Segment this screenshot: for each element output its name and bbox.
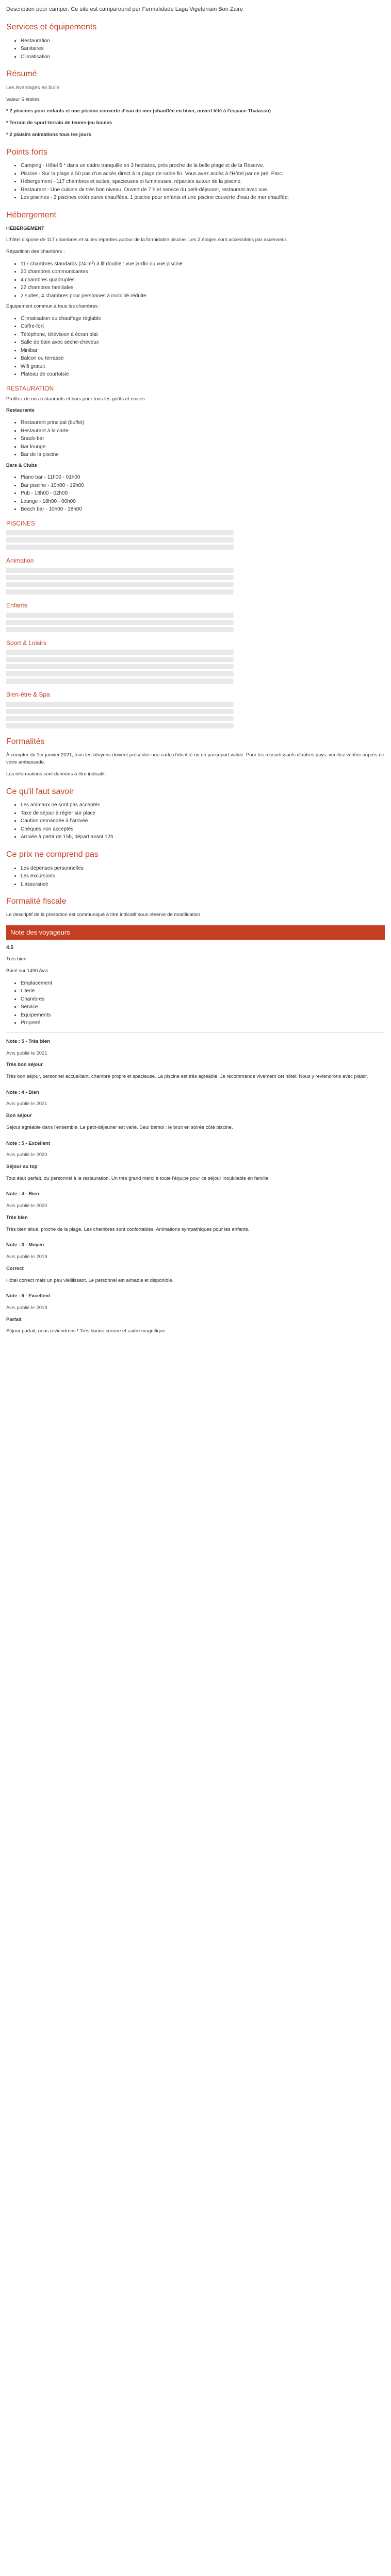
list-item: • Beach bar - 10h00 - 18h00 [21,505,385,514]
animation-text [6,568,385,595]
list-item: • Pub - 18h00 - 02h00 [21,489,385,498]
list-item: • Bar lounge [21,443,385,451]
list-item: • Restaurant - Une cuisine de très bon niveau. Ouvert de 7 h et service du petit-déjeuner, restaurant avec vue. [21,186,385,194]
bien-etre-title: Bien-être & Spa [6,691,50,699]
list-item: • Wifi gratuit [21,363,385,371]
list-item: • Lounge - 18h00 - 00h00 [21,498,385,506]
list-item: • Literie [21,987,385,995]
review-date: Avis publié le 2020 [6,1152,47,1158]
list-item: • Chambres [21,995,385,1004]
intro-text: Description pour camper. Ce site est camparound per Fermalidade Laga Vigeterrain Bon Zaire [6,6,243,12]
review-date: Avis publié le 2019 [6,1304,47,1311]
restauration-desc: Profitez de nos restaurants et bars pour tous les goûts et envies. [6,396,146,402]
list-item: • Les dépenses personnelles [21,865,385,873]
review [6,1242,385,1284]
animation-title: Animation [6,557,34,565]
review [6,1089,385,1132]
points-list [6,162,385,202]
cond-text: Le descriptif de la prestation est communiqué à titre indicatif sous réserve de modification. [6,912,202,918]
list-item: • Caution demandée à l'arrivée [21,817,385,825]
list-item: • Taxe de séjour à régler sur place [21,809,385,818]
enfants-title: Enfants [6,601,27,609]
formalites-text: À compter du 1er janvier 2021, tous les citoyens doivent présenter une carte d'identité ou un passeport valide. Pour les ressortissants d'autres pays, veuillez vérifier auprès de votre ambassade. [6,752,384,766]
rooms-list [6,260,385,300]
review-meta: Note : 3 - Moyen [6,1242,44,1248]
review-date: Avis publié le 2019 [6,1254,47,1260]
list-item: • 20 chambres communicantes [21,268,385,276]
equip-title: Équipement commun à tous les chambres : [6,303,101,310]
review-title: Parfait [6,1316,22,1323]
review-title: Très bon séjour [6,1062,43,1068]
review-meta: Note : 5 - Excellent [6,1293,50,1299]
review [6,1140,385,1183]
list-item: • Propreté [21,1019,385,1027]
list-item: • L'assurance [21,880,385,889]
hebergement-title: Hébergement [6,210,56,219]
list-item: • Restaurant à la carte [21,427,385,435]
notes-score: 4.5 [6,944,13,951]
list-item: • Téléphone, télévision à écran plat [21,331,385,339]
review-text: Tout était parfait, du personnel à la restauration. Un très grand merci à toute l'équipe pour ce séjour inoubliable en famille. [6,1175,270,1181]
list-item: • Hébergement - 117 chambres et suites, spacieuses et lumineuses, réparties autour de la piscine. [21,178,385,186]
restauration-sub: Restaurants [6,408,35,414]
hebergement-sub: Répartition des chambres : [6,249,65,255]
review-text: Séjour parfait, nous reviendrons ! Très bonne cuisine et cadre magnifique. [6,1328,167,1334]
list-item: • Minibar [21,347,385,355]
list-item: • Les piscines - 2 piscines extérieures chauffées, 1 piscine pour enfants et une piscine couverte d'eau de mer chauffée. [21,194,385,202]
list-item: • Arrivée à partir de 15h, départ avant 12h [21,833,385,841]
list-item: • Les animaux ne sont pas acceptés [21,801,385,809]
list-item: • Équipements [21,1011,385,1020]
restauration-title: RESTAURATION [6,384,54,392]
list-item: • Restaurant principal (buffet) [21,419,385,427]
list-item: • Camping - Hôtel 5 * dans un cadre tranquille en 3 hectares, près proche de la belle plage et de la Réserve. [21,162,385,170]
sport-title: Sport & Loisirs [6,639,47,647]
resume-line: * Terrain de sport-terrain de tennis-jeu boules [6,120,112,126]
criteria-list [6,979,385,1027]
list-item: • Piano bar - 11h00 - 01h00 [21,473,385,482]
list-item: • Piscine - Sur la plage à 50 pas d'un accès direct à la plage de sable fin. Vous avez accès à l'Hôtel par ce pré. Parc. [21,170,385,178]
hebergement-desc: L'hôtel dispose de 117 chambres et suites réparties autour de la formidable piscine. Les 2 étages sont accessibles par ascenseur. [6,237,288,243]
notes-bar: Note des voyageurs [6,925,385,940]
services-title: Services et équipements [6,23,97,32]
review-meta: Note : 4 - Bien [6,1191,39,1197]
formalites-text2: Les informations sont données à titre indicatif. [6,771,106,777]
resume-sub: Les Avantages en bulle [6,85,60,91]
list-item: • 22 chambres familiales [21,284,385,292]
review [6,1191,385,1233]
review-text: Séjour agréable dans l'ensemble. Le petit-déjeuner est varié. Seul bémol : le bruit en soirée côté piscine. [6,1124,233,1130]
list-item: • Les excursions [21,872,385,880]
resume-label: Valeur 5 étoiles [6,96,40,103]
formalites-title: Formalités [6,737,45,746]
review-text: Très bien situé, proche de la plage. Les chambres sont confortables. Animations sympathiques pour les enfants. [6,1226,250,1232]
list-item: • Salle de bain avec sèche-cheveux [21,338,385,347]
piscines-text [6,530,385,550]
list-item: • 2 suites, 4 chambres pour personnes à mobilité réduite [21,292,385,300]
list-item: • Service [21,1003,385,1011]
equip-list [6,315,385,379]
notes-based: Basé sur 1490 Avis [6,968,48,974]
review-date: Avis publié le 2020 [6,1203,47,1209]
list-item: • Snack-bar [21,435,385,443]
review-date: Avis publié le 2021 [6,1050,47,1056]
cond-title: Formalité fiscale [6,897,67,906]
review-text: Très bon séjour, personnel accueillant, chambre propre et spacieuse. La piscine est très agréable. Je recommande vivement cet hôtel. Nous y reviendrons avec plaisir. [6,1074,368,1079]
sport-text [6,650,385,684]
resume-line: * 2 piscines pour enfants et une piscine couverte d'eau de mer (chauffée en hiver, ouvert lété à l'espace Thalasso) [6,108,271,114]
services-list [6,37,385,61]
review-meta: Note : 5 - Excellent [6,1140,50,1146]
list-item: • Emplacement [21,979,385,988]
review [6,1293,385,1335]
piscines-title: PISCINES [6,519,36,527]
list-item: • Plateau de courtoisie [21,370,385,379]
review [6,1038,385,1081]
list-item: • Restauration [21,37,385,45]
notes-score-label: Très bien [6,956,27,962]
list-item: • 117 chambres standards (24 m²) à lit double : vue jardin ou vue piscine [21,260,385,268]
list-item: • Bar piscine - 10h00 - 19h00 [21,482,385,490]
list-item: • Climatisation ou chauffage réglable [21,315,385,323]
list-item: • Balcon ou terrasse [21,354,385,363]
enfants-text [6,613,385,632]
review-title: Très bien [6,1214,28,1221]
bars-title: Bars & Clubs [6,462,37,468]
restaurants-list [6,419,385,459]
list-item: • Climatisation [21,53,385,61]
review-text: Hôtel correct mais un peu vieillissant. Le personnel est aimable et disponible. [6,1277,174,1283]
remarque-title: Ce prix ne comprend pas [6,850,99,859]
review-date: Avis publié le 2021 [6,1101,47,1107]
review-title: Bon séjour [6,1113,32,1119]
bien-etre-text [6,702,385,728]
review-title: Séjour au top [6,1164,38,1170]
hebergement-heading: HÉBERGEMENT [6,225,44,231]
list-item: • Bar de la piscine [21,451,385,459]
list-item: • Coffre-fort [21,323,385,331]
review-meta: Note : 5 - Très bien [6,1038,50,1044]
review-title: Correct [6,1265,24,1272]
list-item: • 4 chambres quadruples [21,276,385,284]
resume-line: * 2 plaisirs animations tous les jours [6,131,91,138]
bars-list [6,473,385,514]
points-title: Points forts [6,147,48,157]
quiz-list [6,801,385,841]
remarque-list [6,865,385,889]
quiz-title: Ce qu'il faut savoir [6,787,74,796]
divider [6,1032,385,1033]
list-item: • Sanitaires [21,45,385,53]
list-item: • Chèques non acceptés [21,825,385,834]
resume-title: Résumé [6,70,37,79]
review-meta: Note : 4 - Bien [6,1089,39,1095]
